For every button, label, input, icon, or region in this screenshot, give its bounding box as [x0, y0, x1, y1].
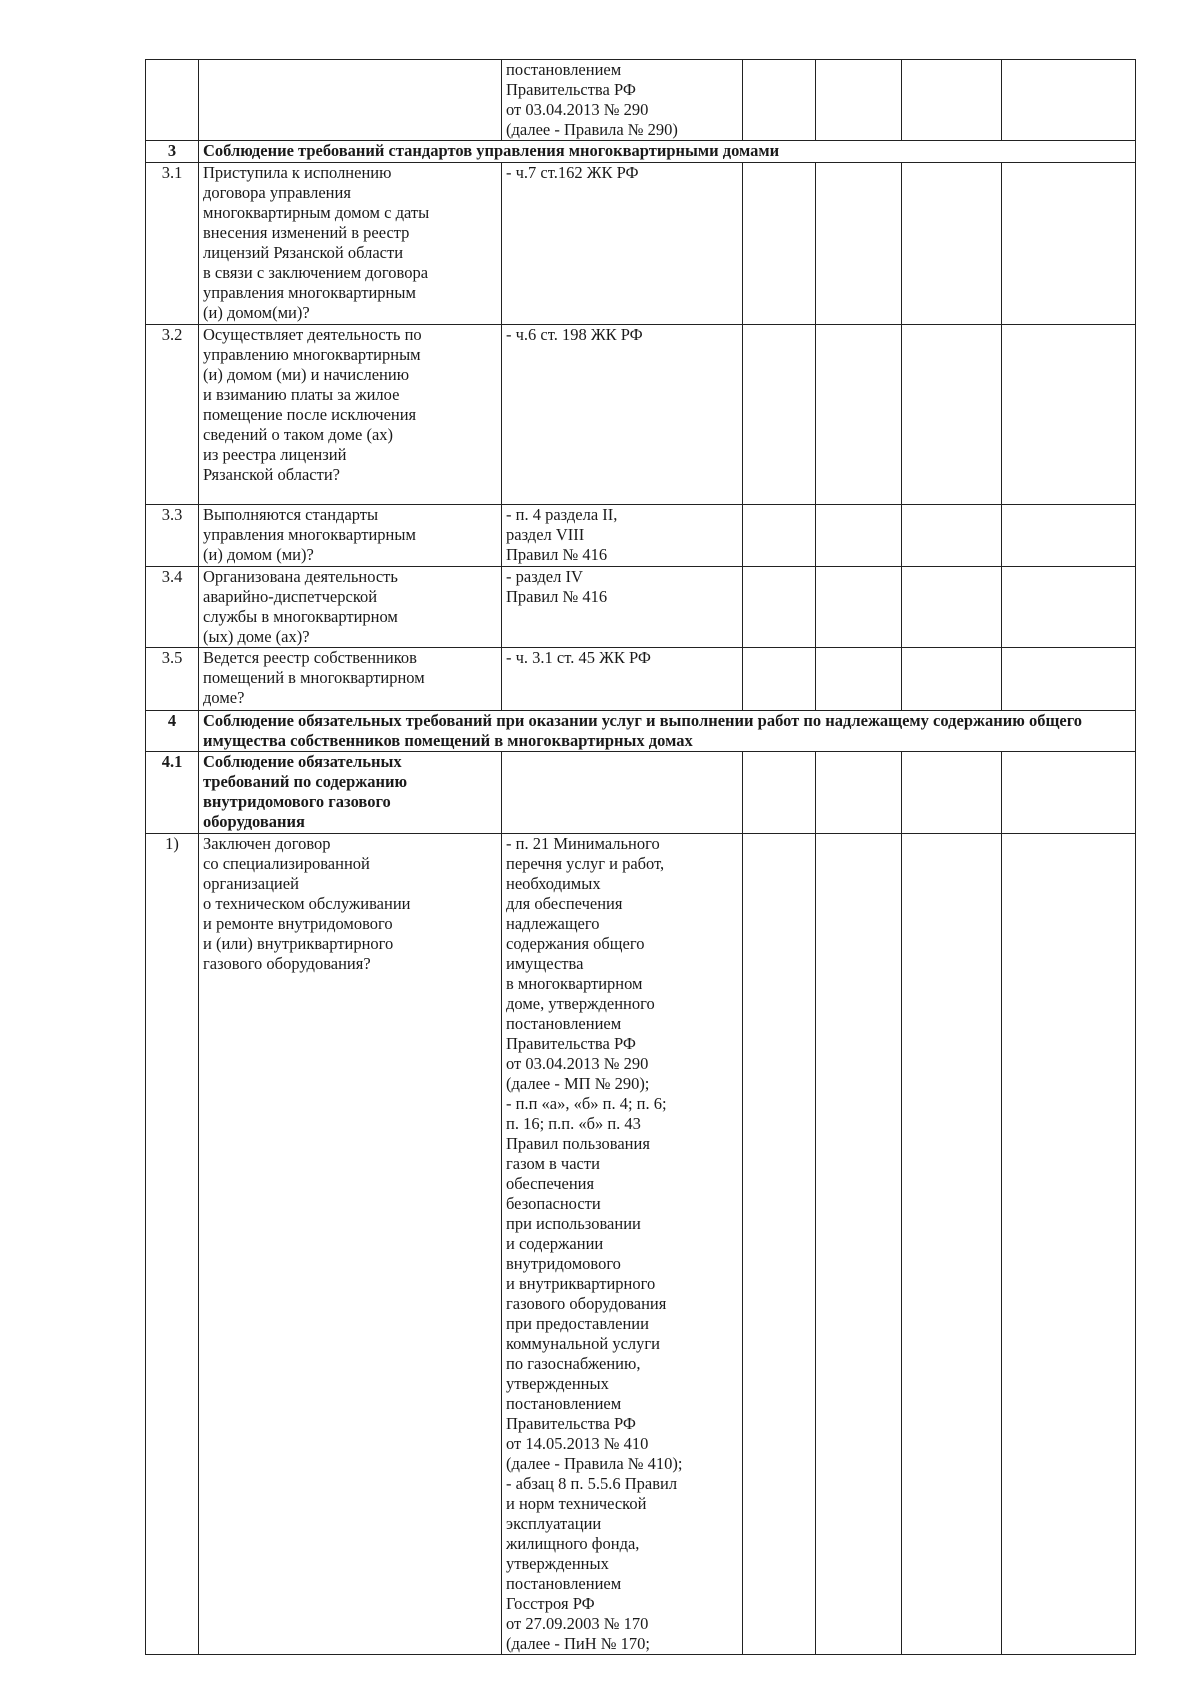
row-number: 3.2	[146, 325, 199, 505]
row-empty-cell	[902, 60, 1002, 141]
row-empty-cell	[902, 163, 1002, 325]
row-empty-cell	[1002, 567, 1136, 648]
table-row	[146, 163, 1136, 325]
row-empty-cell	[743, 648, 816, 711]
row-legal-reference	[502, 752, 743, 834]
row-empty-cell	[816, 834, 902, 1655]
row-empty-cell	[816, 505, 902, 567]
row-empty-cell	[1002, 163, 1136, 325]
row-question: Выполняются стандарты управления многоквартирным (и) домом (ми)?	[199, 505, 502, 567]
row-empty-cell	[816, 567, 902, 648]
row-empty-cell	[1002, 834, 1136, 1655]
row-empty-cell	[743, 505, 816, 567]
row-empty-cell	[1002, 60, 1136, 141]
row-legal-reference: - ч.6 ст. 198 ЖК РФ	[502, 325, 743, 505]
row-empty-cell	[743, 834, 816, 1655]
row-question: Соблюдение обязательных требований по содержанию внутридомового газового оборудования	[199, 752, 502, 834]
row-legal-reference: - п. 4 раздела II, раздел VIII Правил № 416	[502, 505, 743, 567]
row-empty-cell	[1002, 752, 1136, 834]
section-number: 3	[146, 141, 199, 163]
row-question: Приступила к исполнению договора управления многоквартирным домом с даты внесения изменений в реестр лицензий Рязанской области в связи с заключением договора управления многоквартирным (и) домом(ми)?	[199, 163, 502, 325]
row-empty-cell	[902, 325, 1002, 505]
row-question: Осуществляет деятельность по управлению многоквартирным (и) домом (ми) и начислению и взиманию платы за жилое помещение после исключения сведений о таком доме (ах) из реестра лицензий Рязанской области?	[199, 325, 502, 505]
table-row	[146, 60, 1136, 141]
row-number: 3.5	[146, 648, 199, 711]
section-header-row	[146, 141, 1136, 163]
row-empty-cell	[1002, 325, 1136, 505]
row-empty-cell	[1002, 505, 1136, 567]
row-question: Организована деятельность аварийно-диспетчерской службы в многоквартирном (ых) доме (ах)?	[199, 567, 502, 648]
row-empty-cell	[816, 163, 902, 325]
row-empty-cell	[902, 752, 1002, 834]
row-empty-cell	[743, 752, 816, 834]
row-empty-cell	[902, 505, 1002, 567]
row-empty-cell	[816, 648, 902, 711]
row-number	[146, 60, 199, 141]
row-empty-cell	[816, 752, 902, 834]
row-empty-cell	[743, 325, 816, 505]
table-row	[146, 325, 1136, 505]
row-question: Заключен договор со специализированной организацией о техническом обслуживании и ремонте внутридомового и (или) внутриквартирного газового оборудования?	[199, 834, 502, 1655]
row-number: 3.3	[146, 505, 199, 567]
row-legal-reference: - раздел IV Правил № 416	[502, 567, 743, 648]
row-legal-reference: постановлением Правительства РФ от 03.04.2013 № 290 (далее - Правила № 290)	[502, 60, 743, 141]
row-empty-cell	[743, 60, 816, 141]
section-header-row	[146, 711, 1136, 752]
section-title: Соблюдение требований стандартов управления многоквартирными домами	[199, 141, 1136, 163]
table-row	[146, 752, 1136, 834]
row-number: 3.1	[146, 163, 199, 325]
row-empty-cell	[902, 648, 1002, 711]
row-legal-reference: - ч. 3.1 ст. 45 ЖК РФ	[502, 648, 743, 711]
row-question: Ведется реестр собственников помещений в многоквартирном доме?	[199, 648, 502, 711]
row-empty-cell	[743, 567, 816, 648]
row-empty-cell	[816, 325, 902, 505]
row-empty-cell	[1002, 648, 1136, 711]
table-row	[146, 648, 1136, 711]
row-empty-cell	[902, 567, 1002, 648]
row-number: 1)	[146, 834, 199, 1655]
row-legal-reference: - п. 21 Минимального перечня услуг и работ, необходимых для обеспечения надлежащего содержания общего имущества в многоквартирном доме, утвержденного постановлением Правительства РФ от 03.04.2013 № 290 (далее - МП № 290); - п.п «а», «б» п. 4; п. 6; п. 16; п.п. «б» п. 43 Правил пользования газом в части обеспечения безопасности при использовании и содержании внутридомового и внутриквартирного газового оборудования при предоставлении коммунальной услуги по газоснабжению, утвержденных постановлением Правительства РФ от 14.05.2013 № 410 (далее - Правила № 410); - абзац 8 п. 5.5.6 Правил и норм технической эксплуатации жилищного фонда, утвержденных постановлением Госстроя РФ от 27.09.2003 № 170 (далее - ПиН № 170;	[502, 834, 743, 1655]
section-number: 4	[146, 711, 199, 752]
table-row	[146, 567, 1136, 648]
row-empty-cell	[816, 60, 902, 141]
row-empty-cell	[902, 834, 1002, 1655]
section-title: Соблюдение обязательных требований при оказании услуг и выполнении работ по надлежащему содержанию общего имущества собственников помещений в многоквартирных домах	[199, 711, 1136, 752]
row-empty-cell	[743, 163, 816, 325]
row-number: 4.1	[146, 752, 199, 834]
row-legal-reference: - ч.7 ст.162 ЖК РФ	[502, 163, 743, 325]
table-row	[146, 834, 1136, 1655]
row-question	[199, 60, 502, 141]
row-number: 3.4	[146, 567, 199, 648]
inspection-checklist-table	[145, 59, 1136, 1655]
table-row	[146, 505, 1136, 567]
